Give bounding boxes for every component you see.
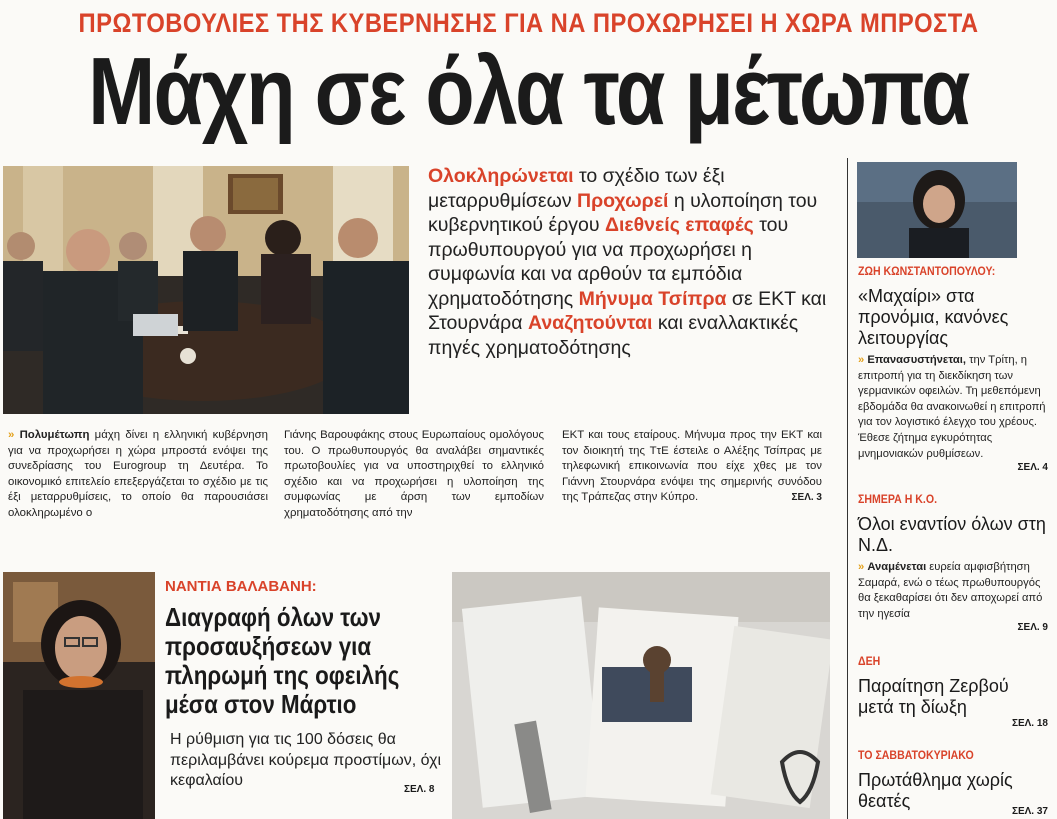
story-lead-word: Επανασυστήνεται, — [867, 354, 966, 366]
sidebar-story-dei — [858, 656, 1048, 729]
sidebar-divider — [847, 158, 848, 819]
story-text: Η ρύθμιση για τις 100 δόσεις θα περιλαμβάνει κούρεμα προστίμων, όχι κεφαλαίου — [170, 731, 442, 789]
story-title: Παραίτηση Ζερβού μετά τη δίωξη — [858, 676, 1009, 717]
sidebar-story-nd — [858, 494, 1048, 633]
page-reference: ΣΕΛ. 3 — [791, 492, 822, 504]
arrow-icon: » — [858, 561, 865, 573]
lead-highlight: Προχωρεί — [577, 189, 669, 212]
kicker: ΠΡΩΤΟΒΟΥΛΙΕΣ ΤΗΣ ΚΥΒΕΡΝΗΣΗΣ ΓΙΑ ΝΑ ΠΡΟΧΩΡΗΣΕΙ Η ΧΩΡΑ ΜΠΡΟΣΤΑ — [78, 8, 979, 38]
story-title: «Μαχαίρι» στα προνόμια, κανόνες λειτουργίας — [858, 286, 1009, 348]
story-label: ΝΑΝΤΙΑ ΒΑΛΑΒΑΝΗ: — [165, 578, 317, 595]
lead-text: του πρωθυπουργού για να προχωρήσει η συμφωνία και να αρθούν τα εμπόδια χρηματοδότησης — [428, 214, 789, 310]
lead-highlight: Αναζητούνται — [527, 312, 653, 334]
lead-text: σε ΕΚΤ και Στουρνάρα — [428, 287, 827, 334]
page-reference: ΣΕΛ. 4 — [1017, 462, 1048, 474]
lead-text: το σχέδιο των έξι μεταρρυθμίσεων — [428, 165, 725, 212]
page-reference: ΣΕΛ. 8 — [404, 784, 435, 795]
body-column-2 — [284, 428, 544, 522]
valavani-photo — [3, 572, 155, 819]
lead-paragraph — [428, 164, 828, 360]
lead-highlight: Διεθνείς επαφές — [604, 214, 754, 236]
cabinet-meeting-photo — [3, 166, 409, 414]
story-title: Πρωτάθλημα χωρίς θεατές — [858, 770, 1013, 811]
story-label: ΖΩΗ ΚΩΝΣΤΑΝΤΟΠΟΥΛΟΥ: — [858, 266, 996, 278]
konstantopoulou-photo — [857, 162, 1017, 258]
sidebar-story-weekend — [858, 750, 1048, 817]
page-reference: ΣΕΛ. 9 — [1017, 622, 1048, 634]
page-reference: ΣΕΛ. 18 — [1011, 718, 1048, 729]
page-headline: Μάχη σε όλα τα μέτωπα — [88, 38, 969, 145]
story-title: Όλοι εναντίον όλων στη Ν.Δ. — [858, 514, 1046, 555]
arrow-icon: » — [8, 429, 15, 441]
story-text — [858, 353, 1048, 462]
story-lead-word: Αναμένεται — [867, 561, 927, 573]
body-lead-word: Πολυμέτωπη — [19, 429, 90, 441]
story-body: ευρεία αμφισβήτηση Σαμαρά, ενώ ο τέως πρωθυπουργός θα ξεκαθαρίσει ότι δεν αποχωρεί από την ηγεσία — [858, 561, 1043, 620]
story-label: ΣΗΜΕΡΑ Η Κ.Ο. — [858, 494, 938, 506]
documents-photo — [452, 572, 830, 819]
page-reference: ΣΕΛ. 37 — [1011, 806, 1048, 817]
body-text: Γιάνης Βαρουφάκης στους Ευρωπαίους ομολόγους του. Ο πρωθυπουργός θα αναλάβει σημαντικές πρωτοβουλίες για να υποστηριχθεί το ελληνικό σχέδιο και να προχωρήσει η υλοποίηση της συμφωνίας με άρση των εμποδίων χρηματοδότησης από την — [284, 429, 544, 519]
sidebar-story-konstantopoulou — [858, 266, 1048, 473]
body-text: μάχη δίνει η ελληνική κυβέρνηση για να προχωρήσει η χώρα μπροστά ενόψει της συνεδρίασης του Eurogroup τη Δευτέρα. Το οικονομικό επιτελείο επεξεργάζεται το σχέδιο με τις έξι μεταρρυθμίσεις, το οποίο θα παρουσιάσει ολοκληρωμένο ο — [8, 429, 268, 519]
story-label: ΤΟ ΣΑΒΒΑΤΟΚΥΡΙΑΚΟ — [858, 750, 974, 762]
body-text: ΕΚΤ και τους εταίρους. Μήνυμα προς την ΕΚΤ και τον διοικητή της ΤτΕ έστειλε ο Αλέξης Τσίπρας με τηλεφωνική επικοινωνία που είχε χθες με τον Γιάννη Στουρνάρα ενόψει της σημερινής συνόδου της Τράπεζας στην Κύπρο. — [562, 429, 822, 504]
story-body: την Τρίτη, η επιτροπή για τη διεκδίκηση των γερμανικών οφειλών. Τη μεθεπόμενη εβδομάδα θα ανακοινωθεί η επιτροπή για τον λογιστικό έλεγχο του χρέους. Έθεσε ζήτημα εγκυρότητας μνημονιακών ρυθμίσεων. — [858, 354, 1046, 460]
body-column-1 — [8, 428, 268, 522]
body-column-3 — [562, 428, 822, 506]
story-title: Διαγραφή όλων των προσαυξήσεων για πληρωμή της οφειλής μέσα στον Μάρτιο — [165, 602, 400, 719]
story-label: ΔΕΗ — [858, 656, 881, 668]
lead-text: και εναλλακτικές πηγές χρηματοδότησης — [428, 312, 799, 359]
arrow-icon: » — [858, 354, 865, 366]
lead-text: η υλοποίηση του κυβερνητικού έργου — [428, 189, 818, 236]
lead-highlight: Μήνυμα Τσίπρα — [578, 287, 727, 310]
lead-highlight: Ολοκληρώνεται — [428, 165, 574, 187]
story-text — [858, 560, 1048, 622]
